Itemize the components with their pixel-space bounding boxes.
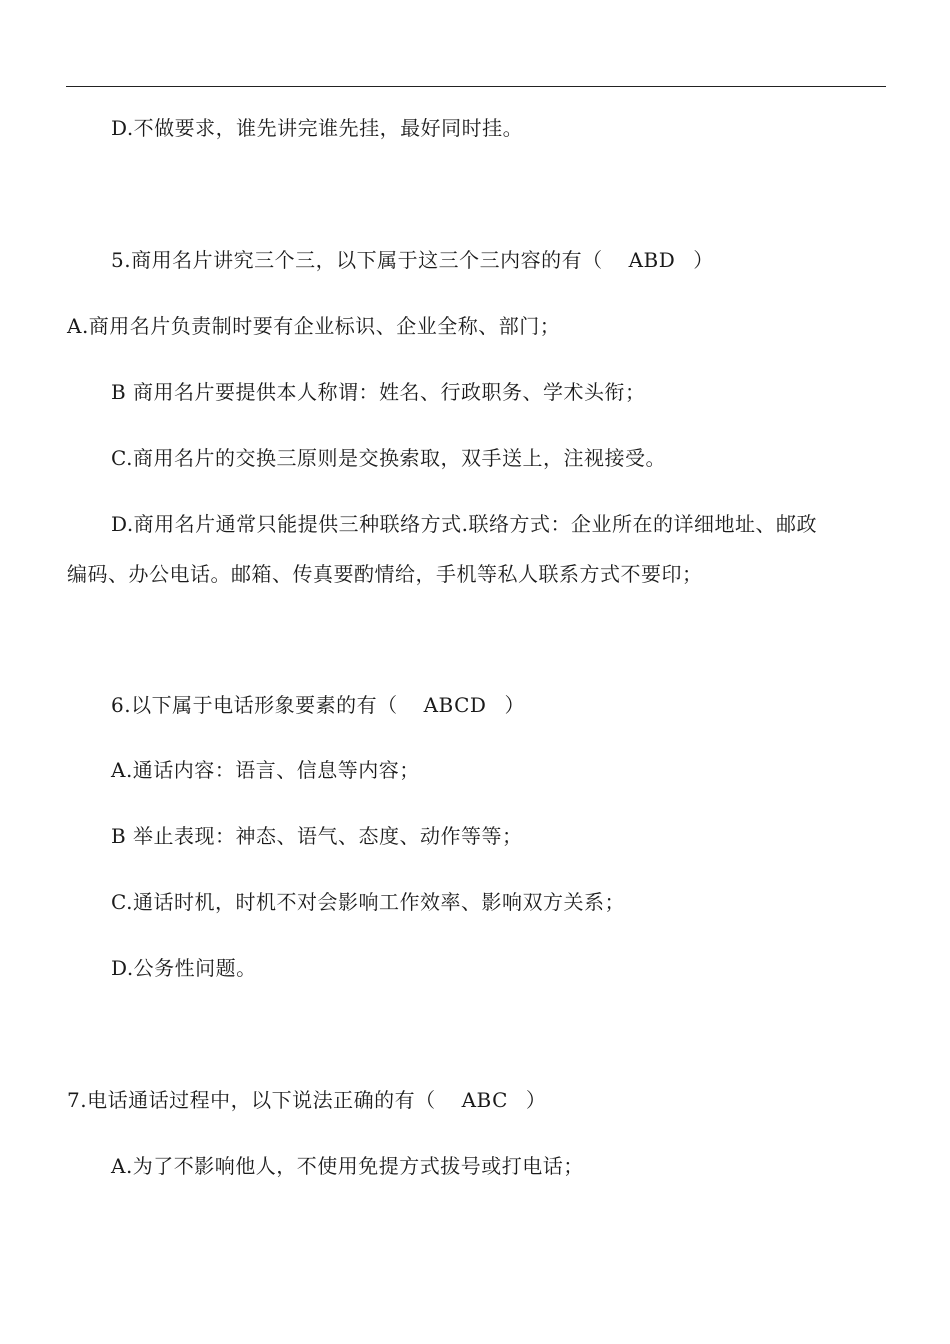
q7-stem [67,1086,546,1114]
q5-option-b: B 商用名片要提供本人称谓：姓名、行政职务、学术头衔； [111,380,646,404]
q6-stem [111,691,525,719]
q5-stem [111,246,714,274]
q5-option-a: A.商用名片负责制时要有企业标识、企业全称、部门； [67,314,561,338]
q6-answer: ABCD [423,693,487,717]
q5-option-c: C.商用名片的交换三原则是交换索取，双手送上，注视接受。 [111,446,666,470]
q5-option-d-line2: 编码、办公电话。邮箱、传真要酌情给，手机等私人联系方式不要印； [67,562,703,586]
header-rule [66,86,886,87]
q7-close: ） [525,1088,547,1112]
q5-stem-text: 5.商用名片讲究三个三，以下属于这三个三内容的有（ [111,248,603,272]
q7-stem-text: 7.电话通话过程中，以下说法正确的有（ [67,1088,436,1112]
q6-option-c: C.通话时机，时机不对会影响工作效率、影响双方关系； [111,890,625,914]
q6-option-a: A.通话内容：语言、信息等内容； [111,758,420,782]
q6-option-b: B 举止表现：神态、语气、态度、动作等等； [111,824,523,848]
q6-close: ） [504,693,525,717]
q6-option-d: D.公务性问题。 [111,956,257,980]
q7-answer: ABC [461,1088,508,1112]
q5-option-d-line1: D.商用名片通常只能提供三种联络方式.联络方式：企业所在的详细地址、邮政 [111,512,818,536]
q4-option-d: D.不做要求，谁先讲完谁先挂，最好同时挂。 [111,116,524,140]
q6-stem-text: 6.以下属于电话形象要素的有（ [111,693,398,717]
q7-option-a: A.为了不影响他人，不使用免提方式拔号或打电话； [111,1154,584,1178]
q5-close: ） [693,248,714,272]
q5-answer: ABD [628,248,676,272]
